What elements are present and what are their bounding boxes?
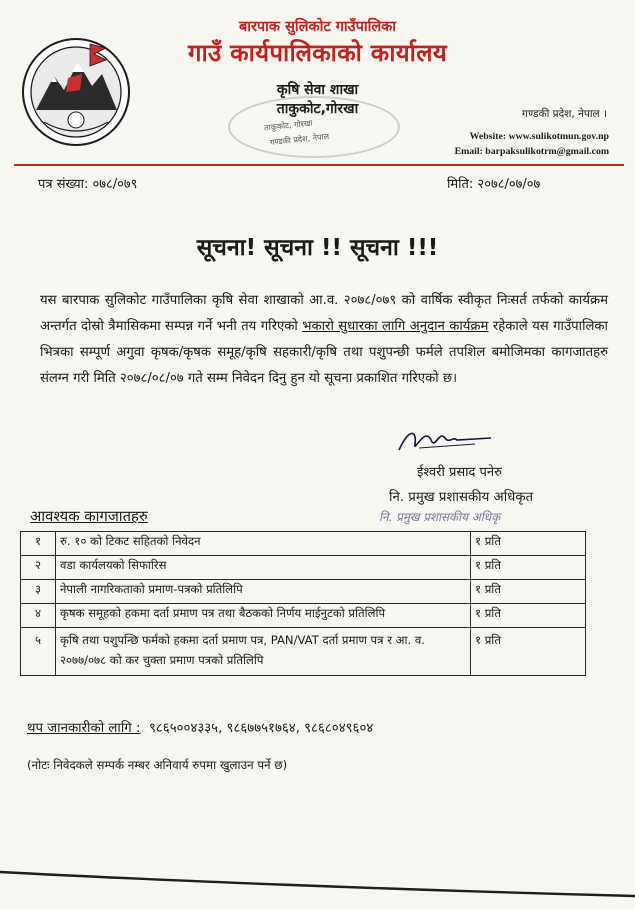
contact-numbers: ९८६५००४३३५, ९८६७७५१७६४, ९८६८०४९६०४ [148, 721, 374, 736]
notice-title: सूचना! सूचना !! सूचना !!! [196, 235, 439, 261]
municipality-name: बारपाक सुलिकोट गाउँपालिका [238, 19, 397, 35]
contact-label: थप जानकारीको लागि : [27, 721, 141, 736]
row-quantity: १ प्रति [471, 556, 586, 580]
bottom-divider [0, 868, 635, 898]
row-description: कृषि तथा पशुपन्छि फर्मको हकमा दर्ता प्रमाण पत्र, PAN/VAT दर्ता प्रमाण पत्र र आ. व. २०७७/०७८ को कर चुक्ता प्रमाण पत्रको प्रतिलिपि [56, 628, 471, 676]
table-row [21, 580, 586, 604]
documents-heading: आवश्यक कागजातहरु [30, 508, 148, 525]
letter-date: मिति: २०७८/०७/०७ [447, 177, 541, 192]
documents-table [20, 531, 586, 676]
table-row [21, 628, 586, 676]
contact-line [27, 718, 373, 736]
province-text: गण्डकी प्रदेश, नेपाल । [522, 108, 607, 120]
stamp-text-line: गण्डकी प्रदेश, नेपाल [269, 131, 330, 148]
website-text: Website: www.sulikotmun.gov.np [469, 131, 609, 142]
row-description: कृषक समूहको हकमा दर्ता प्रमाण पत्र तथा बैठकको निर्णय माईनुटको प्रतिलिपि [56, 604, 471, 628]
row-number: ५ [21, 628, 56, 676]
row-description: वडा कार्यलयको सिफारिस [56, 556, 471, 580]
office-stamp [228, 96, 400, 158]
row-quantity: १ प्रति [471, 628, 586, 676]
office-location: ताकुकोट,गोरखा [276, 101, 359, 117]
footnote: (नोटः निवेदकले सम्पर्क नम्बर अनिवार्य रुपमा खुलाउन पर्ने छ) [27, 758, 288, 772]
notice-body-text: यस बारपाक सुलिकोट गाउँपालिका कृषि सेवा शाखाको आ.व. २०७८/०७९ को वार्षिक स्वीकृत निःसर्त तर्फको कार्यक्रम अन्तर्गत दोस्रो त्रैमासिकमा सम्पन्न गर्ने भनी तय गरिएको [40, 293, 608, 334]
row-quantity: १ प्रति [471, 580, 586, 604]
row-description: नेपाली नागरिकताको प्रमाण-पत्रको प्रतिलिपि [56, 580, 471, 604]
row-number: २ [21, 556, 56, 580]
table-row [21, 532, 586, 556]
reference-number: पत्र संख्या: ०७८/०७९ [38, 177, 138, 192]
stamp-text-line: ताकुकोट, गोरखा [263, 118, 313, 133]
program-name: भकारो सुधारका लागि अनुदान कार्यक्रम [302, 319, 489, 334]
notice-body [40, 288, 608, 392]
row-quantity: १ प्रति [471, 604, 586, 628]
row-number: १ [21, 532, 56, 556]
branch-name: कृषि सेवा शाखा [276, 82, 359, 98]
email-text: Email: barpaksulikotrm@gmail.com [454, 146, 609, 157]
signatory-name: ईश्वरी प्रसाद पनेरु [417, 465, 502, 480]
signatory-stamp: नि. प्रमुख प्रशासकीय अधिकृ [379, 510, 501, 524]
row-number: ३ [21, 580, 56, 604]
table-row [21, 604, 586, 628]
office-title: गाउँ कार्यपालिकाको कार्यालय [188, 39, 447, 67]
signature-scribble [395, 420, 495, 460]
header-divider [14, 164, 624, 166]
table-row [21, 556, 586, 580]
row-quantity: १ प्रति [471, 532, 586, 556]
row-description: रु. १० को टिकट सहितको निवेदन [56, 532, 471, 556]
signatory-title: नि. प्रमुख प्रशासकीय अधिकृत [389, 490, 534, 505]
notice-body-text: रहेकाले यस गाउँपालिका भित्रका सम्पूर्ण अगुवा कृषक/कृषक समूह/कृषि सहकारी/कृषि तथा पशुपन्छी फर्मले तपशिल बमोजिमका कागजातहरु संलग्न गरी मिति २०७८/०८/०७ गते सम्म निवेदन दिनु हुन यो सूचना प्रकाशित गरिएको छ। [40, 319, 608, 386]
row-number: ४ [21, 604, 56, 628]
